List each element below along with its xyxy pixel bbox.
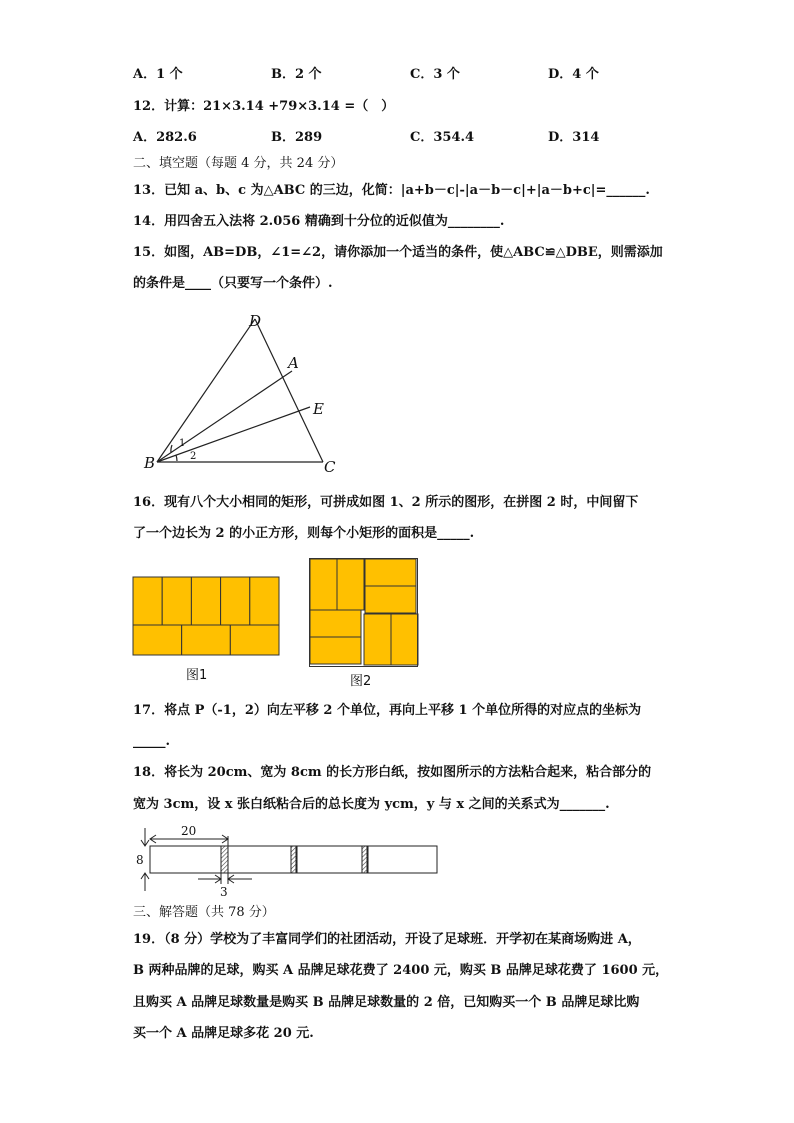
q19-question-line3: 且购买 A 品牌足球数量是购买 B 品牌足球数量的 2 倍，已知购买一个 B 品牌足球比购 <box>133 995 640 1010</box>
q16-figure-1 <box>132 576 282 658</box>
q19-question-line4: 买一个 A 品牌足球多花 20 元. <box>133 1026 314 1041</box>
point-b-label: B <box>144 454 156 472</box>
q13-question: 13．已知 a、b、c 为△ABC 的三边，化简：|a+b－c|-|a－b－c|+|a－b+c|=______. <box>133 183 650 198</box>
fig2-rect-4 <box>365 586 416 613</box>
q12-option-d: D．314 <box>548 130 600 145</box>
q15-question-line1: 15．如图，AB=DB，∠1=∠2，请你添加一个适当的条件，使△ABC≌△DBE，则需添加 <box>133 245 663 260</box>
angle-2-arc <box>176 455 177 461</box>
point-e-label: E <box>313 400 324 418</box>
strip-width-label: 8 <box>136 853 144 867</box>
q16-question-line1: 16．现有八个大小相同的矩形，可拼成如图 1、2 所示的图形，在拼图 2 时，中间留下 <box>133 495 639 510</box>
q16-question-line2: 了一个边长为 2 的小正方形，则每个小矩形的面积是_____. <box>133 526 475 541</box>
strip-length-label: 20 <box>181 824 197 838</box>
fig1-rect-top-2 <box>162 577 191 625</box>
q19-question-line2: B 两种品牌的足球，购买 A 品牌足球花费了 2400 元，购买 B 品牌足球花费了 1600 元， <box>133 963 669 978</box>
q12-question: 12．计算：21×3.14 +79×3.14 =（ ） <box>133 99 395 114</box>
point-c-label: C <box>324 458 336 475</box>
q16-figure-1-caption: 图1 <box>186 668 208 683</box>
q12-option-b: B．289 <box>271 130 323 145</box>
q18-question-line1: 18．将长为 20cm、宽为 8cm 的长方形白纸，按如图所示的方法粘合起来，粘合部分的 <box>133 765 652 780</box>
q11-option-d: D．4 个 <box>548 67 599 82</box>
q16-figure-2-caption: 图2 <box>350 674 372 689</box>
fig2-rect-2 <box>337 559 364 610</box>
fig1-rect-bottom-2 <box>182 625 231 655</box>
q12-option-a: A．282.6 <box>133 130 197 145</box>
point-a-label: A <box>288 354 299 372</box>
q11-option-a: A．1 个 <box>133 67 183 82</box>
angle-2-label: 2 <box>190 451 197 462</box>
section-fill-blank-heading: 二、填空题（每题 4 分，共 24 分） <box>133 156 344 171</box>
q15-question-line2: 的条件是____（只要写一个条件）. <box>133 276 333 291</box>
segment-dc <box>255 319 323 462</box>
q18-paper-strip-figure <box>134 822 444 898</box>
overlap-hatch-2 <box>291 846 297 873</box>
segment-ba <box>157 371 292 462</box>
q16-figure-2 <box>309 558 419 668</box>
q17-question-line1: 17．将点 P（-1，2）向左平移 2 个单位，再向上平移 1 个单位所得的对应点的坐标为 <box>133 703 642 718</box>
fig2-rect-1 <box>310 559 337 610</box>
fig2-rect-8 <box>391 614 418 665</box>
fig2-rect-3 <box>365 559 416 586</box>
overlap-hatch-1 <box>221 846 228 873</box>
fig1-rect-top-3 <box>191 577 220 625</box>
q15-triangle-figure <box>140 310 350 475</box>
fig2-rect-6 <box>310 637 361 664</box>
q19-question-line1: 19．（8 分）学校为了丰富同学们的社团活动，开设了足球班．开学初在某商场购进 A， <box>133 932 641 947</box>
fig1-rect-top-1 <box>133 577 162 625</box>
overlap-hatch-3 <box>362 846 368 873</box>
q12-option-c: C．354.4 <box>410 130 475 145</box>
fig2-rect-7 <box>364 614 391 665</box>
strip-overlap-label: 3 <box>220 885 228 898</box>
fig1-rect-bottom-3 <box>230 625 279 655</box>
point-d-label: D <box>249 312 262 330</box>
q14-question: 14．用四舍五入法将 2.056 精确到十分位的近似值为________. <box>133 214 505 229</box>
fig1-rect-top-5 <box>250 577 279 625</box>
fig1-rect-bottom-1 <box>133 625 182 655</box>
segment-be <box>157 407 310 462</box>
section-answer-heading: 三、解答题（共 78 分） <box>133 905 275 920</box>
q11-option-c: C．3 个 <box>410 67 460 82</box>
fig2-rect-5 <box>310 610 361 637</box>
q18-question-line2: 宽为 3cm，设 x 张白纸粘合后的总长度为 ycm，y 与 x 之间的关系式为_______. <box>133 797 610 812</box>
segment-bd <box>157 319 255 462</box>
angle-1-label: 1 <box>179 438 186 449</box>
q17-question-line2: _____. <box>133 734 171 749</box>
q11-option-b: B．2 个 <box>271 67 322 82</box>
fig1-rect-top-4 <box>221 577 250 625</box>
